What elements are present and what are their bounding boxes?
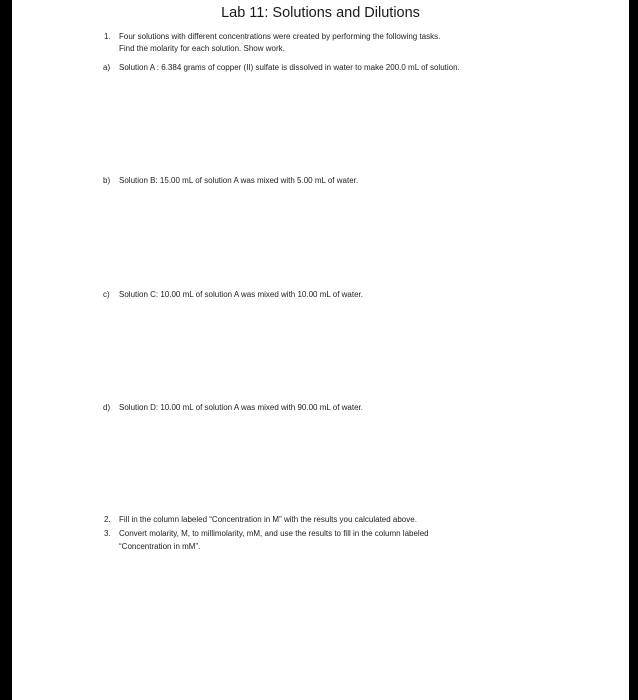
- q3-number: 3.: [104, 529, 111, 538]
- q2-number: 2.: [104, 515, 111, 524]
- part-a-text: Solution A : 6.384 grams of copper (II) sulfate is dissolved in water to make 200.0 mL of solution.: [119, 63, 460, 72]
- q1-number: 1.: [104, 32, 111, 41]
- part-d-label: d): [103, 403, 111, 412]
- q1-line2: Find the molarity for each solution. Show work.: [119, 44, 285, 53]
- part-c-text: Solution C: 10.00 mL of solution A was mixed with 10.00 mL of water.: [119, 290, 363, 299]
- part-b-label: b): [103, 176, 111, 185]
- part-d-text: Solution D: 10.00 mL of solution A was mixed with 90.00 mL of water.: [119, 403, 363, 412]
- q1-line1: Four solutions with different concentrations were created by performing the following tasks.: [119, 32, 441, 41]
- part-c-label: c): [103, 290, 110, 299]
- q3-line1: Convert molarity, M, to millimolarity, mM, and use the results to fill in the column labeled: [119, 529, 429, 538]
- document-page: [12, 0, 629, 700]
- page-title: Lab 11: Solutions and Dilutions: [221, 5, 420, 21]
- part-a-label: a): [103, 63, 111, 72]
- part-b-text: Solution B: 15.00 mL of solution A was mixed with 5.00 mL of water.: [119, 176, 359, 185]
- q2-text: Fill in the column labeled “Concentration in M” with the results you calculated above.: [119, 515, 417, 524]
- q3-line2: “Concentration in mM”.: [119, 542, 201, 551]
